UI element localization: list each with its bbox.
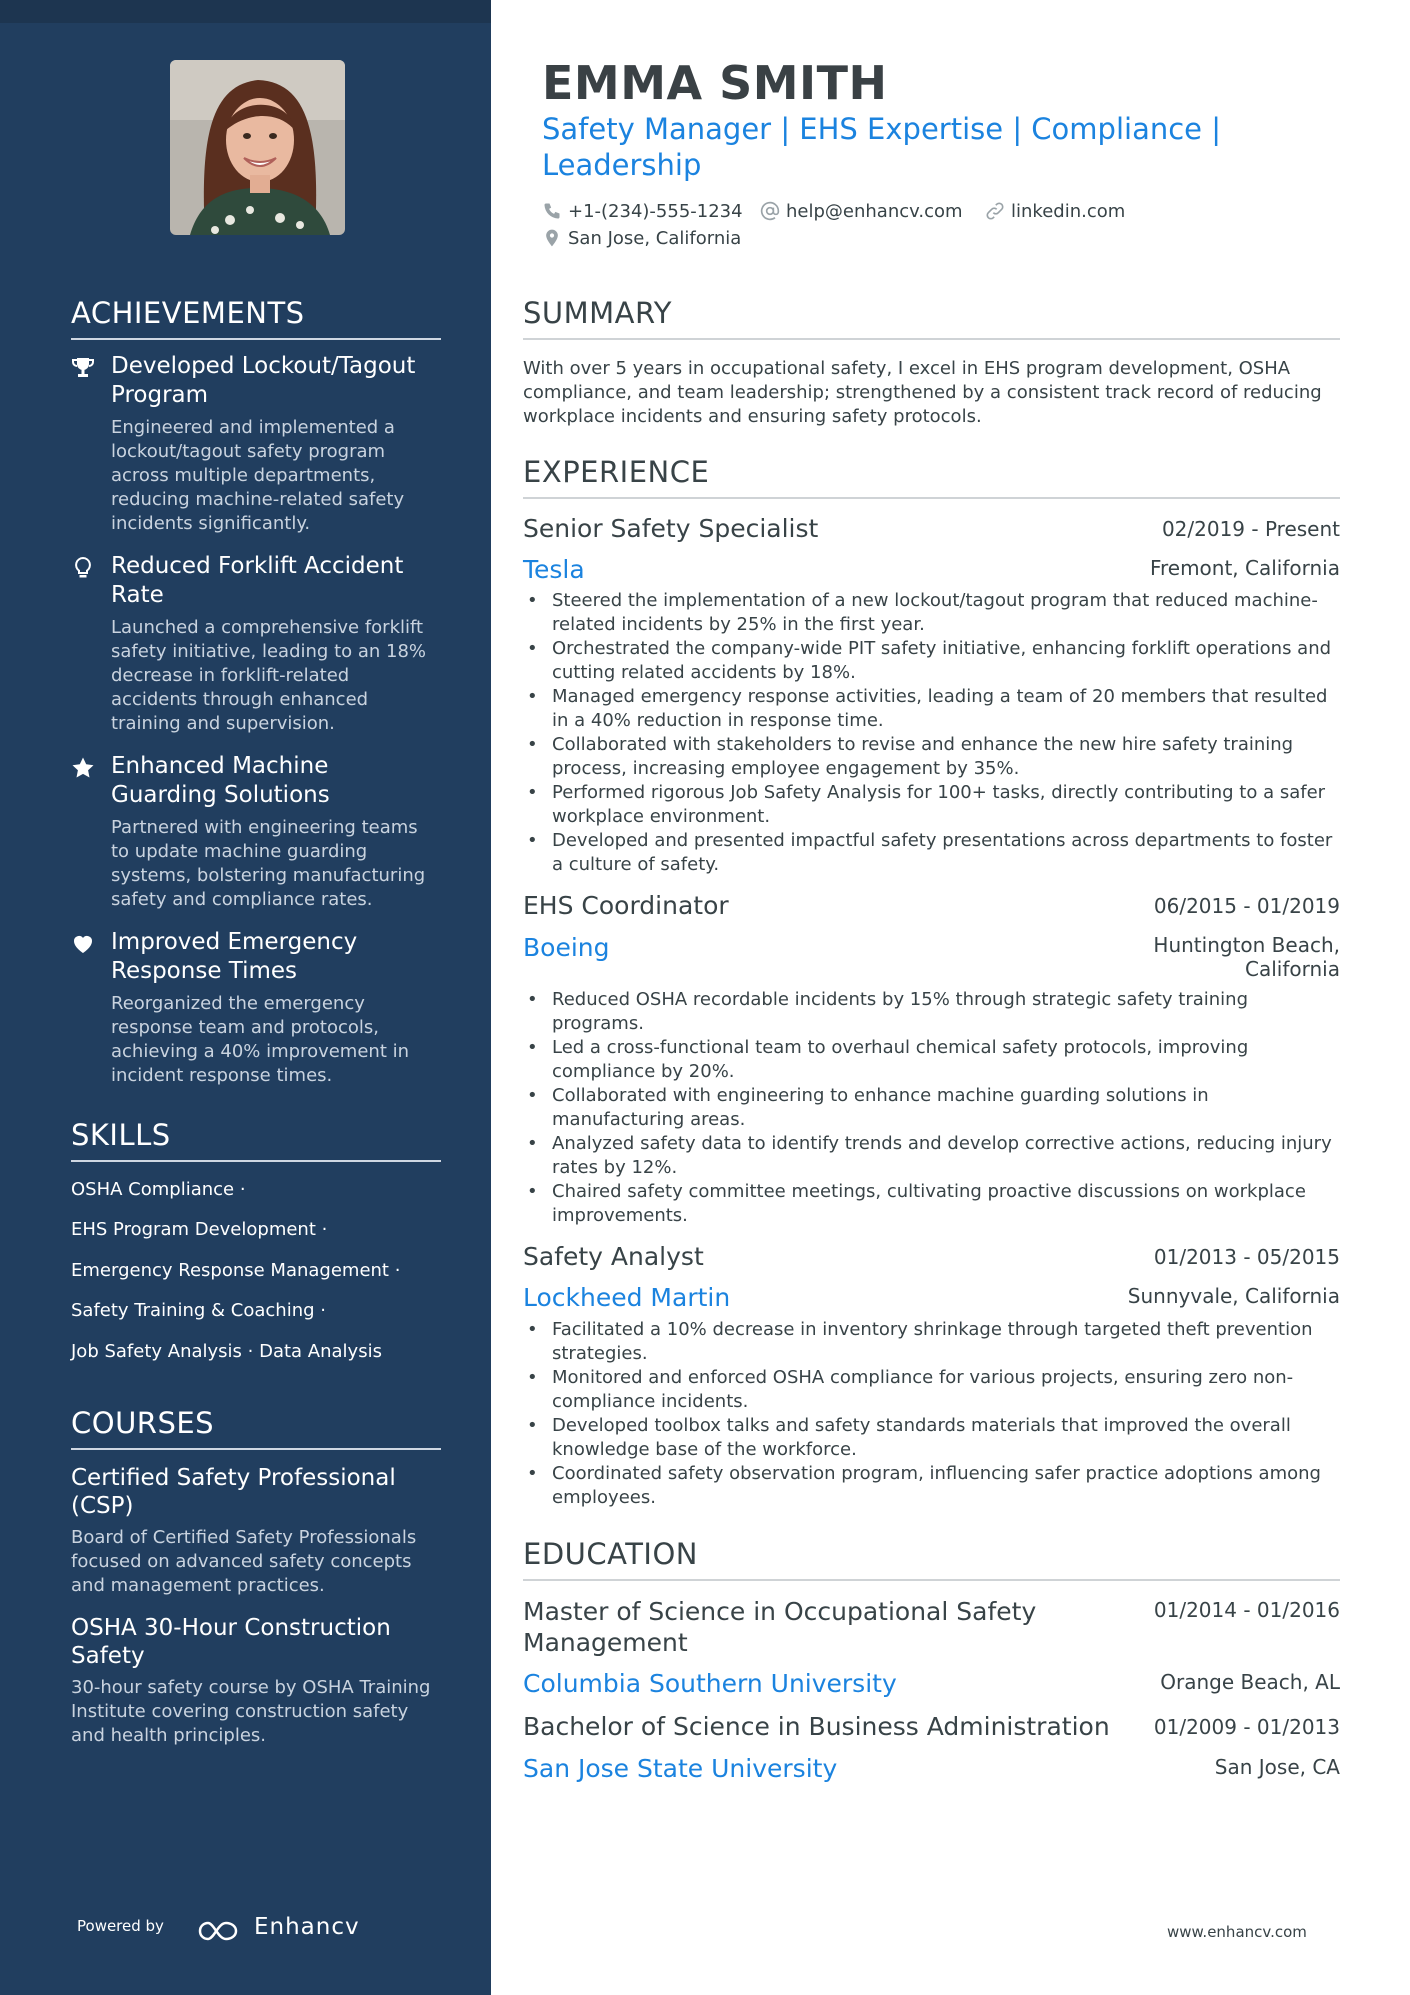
bullet-item: • Coordinated safety observation program, influencing safer practice adoptions among employees. xyxy=(523,1462,1343,1510)
job-company: Lockheed Martin xyxy=(523,1283,731,1312)
achievement-description: Launched a comprehensive forklift safety initiative, leading to an 18% decrease in forklift-related accidents through enhanced training and supervision. xyxy=(111,617,427,734)
bullet-item: • Performed rigorous Job Safety Analysis for 100+ tasks, directly contributing to a safer workplace environment. xyxy=(523,781,1343,829)
phone-text: +1-(234)-555-1234 xyxy=(568,201,743,222)
contact-linkedin[interactable] xyxy=(985,201,1125,222)
achievements-heading: ACHIEVEMENTS xyxy=(71,296,441,340)
achievement-title: Enhanced Machine Guarding Solutions xyxy=(111,753,330,808)
education-degree: Master of Science in Occupational Safety Management xyxy=(523,1597,1037,1657)
skill-line: Job Safety Analysis · Data Analysis xyxy=(71,1341,382,1362)
education-school: Columbia Southern University xyxy=(523,1669,897,1698)
achievement-description: Reorganized the emergency response team and protocols, achieving a 40% improvement in incident response times. xyxy=(111,993,410,1086)
location-text: San Jose, California xyxy=(568,228,742,249)
contact-location xyxy=(542,228,741,249)
powered-by-label: Powered by xyxy=(77,1917,164,1935)
job-company: Tesla xyxy=(523,555,585,584)
bullet-item: • Orchestrated the company-wide PIT safety initiative, enhancing forklift operations and cutting related accidents by 18%. xyxy=(523,637,1343,685)
candidate-name: EMMA SMITH xyxy=(542,56,888,110)
job-location: Sunnyvale, California xyxy=(1127,1284,1340,1308)
skill-line: Safety Training & Coaching · xyxy=(71,1300,326,1321)
candidate-tagline: Safety Manager | EHS Expertise | Compliance | Leadership xyxy=(542,112,1221,182)
contact-email[interactable] xyxy=(760,201,963,222)
education-degree: Bachelor of Science in Business Administration xyxy=(523,1712,1110,1741)
experience-heading: EXPERIENCE xyxy=(523,455,1340,499)
education-school: San Jose State University xyxy=(523,1754,838,1783)
linkedin-text: linkedin.com xyxy=(1011,201,1126,222)
at-icon xyxy=(760,201,780,221)
education-dates: 01/2014 - 01/2016 xyxy=(1153,1598,1340,1622)
summary-text: With over 5 years in occupational safety, I excel in EHS program development, OSHA compliance, and team leadership; strengthened by a consistent track record of reducing workplace incidents and ensuring safety protocols. xyxy=(523,358,1322,427)
course-title: OSHA 30-Hour Construction Safety xyxy=(71,1615,391,1669)
bullet-item: • Managed emergency response activities, leading a team of 20 members that resulted in a 40% reduction in response time. xyxy=(523,685,1343,733)
job-company: Boeing xyxy=(523,933,610,962)
achievement-title: Developed Lockout/Tagout Program xyxy=(111,353,416,408)
bullet-item: • Led a cross-functional team to overhaul chemical safety protocols, improving compliance by 20%. xyxy=(523,1036,1343,1084)
bullet-item: • Facilitated a 10% decrease in inventory shrinkage through targeted theft prevention strategies. xyxy=(523,1318,1343,1366)
achievement-description: Partnered with engineering teams to update machine guarding systems, bolstering manufacturing safety and compliance rates. xyxy=(111,817,426,910)
contact-phone[interactable] xyxy=(542,201,743,222)
job-location: Huntington Beach, California xyxy=(1153,933,1340,981)
education-dates: 01/2009 - 01/2013 xyxy=(1153,1715,1340,1739)
achievement-title: Improved Emergency Response Times xyxy=(111,929,358,984)
enhancv-brand-name: Enhancv xyxy=(254,1914,360,1940)
bullet-item: • Developed toolbox talks and safety standards materials that improved the overall knowledge base of the workforce. xyxy=(523,1414,1343,1462)
job-dates: 02/2019 - Present xyxy=(1161,517,1340,541)
course-title: Certified Safety Professional (CSP) xyxy=(71,1465,396,1519)
course-description: Board of Certified Safety Professionals focused on advanced safety concepts and management practices. xyxy=(71,1527,417,1596)
job-bullets xyxy=(523,988,1343,1228)
skill-line: Emergency Response Management · xyxy=(71,1260,401,1281)
job-dates: 01/2013 - 05/2015 xyxy=(1153,1245,1340,1269)
bullet-item: • Analyzed safety data to identify trends and develop corrective actions, reducing injury rates by 12%. xyxy=(523,1132,1343,1180)
job-title: Senior Safety Specialist xyxy=(523,514,819,543)
skill-line: EHS Program Development · xyxy=(71,1219,328,1240)
bullet-item: • Collaborated with stakeholders to revise and enhance the new hire safety training process, increasing employee engagement by 35%. xyxy=(523,733,1343,781)
location-pin-icon xyxy=(542,228,562,248)
footer-url[interactable]: www.enhancv.com xyxy=(1167,1923,1307,1941)
summary-heading: SUMMARY xyxy=(523,296,1340,340)
education-location: Orange Beach, AL xyxy=(1160,1670,1340,1694)
skill-line: OSHA Compliance · xyxy=(71,1179,246,1200)
email-text: help@enhancv.com xyxy=(786,201,963,222)
job-title: EHS Coordinator xyxy=(523,891,729,920)
education-heading: EDUCATION xyxy=(523,1537,1340,1581)
bullet-item: • Reduced OSHA recordable incidents by 15% through strategic safety training programs. xyxy=(523,988,1343,1036)
job-title: Safety Analyst xyxy=(523,1242,704,1271)
skills-heading: SKILLS xyxy=(71,1118,441,1162)
course-description: 30-hour safety course by OSHA Training Institute covering construction safety and health principles. xyxy=(71,1677,431,1746)
achievement-description: Engineered and implemented a lockout/tagout safety program across multiple departments, reducing machine-related safety incidents significantly. xyxy=(111,417,405,534)
bullet-item: • Developed and presented impactful safety presentations across departments to foster a culture of safety. xyxy=(523,829,1343,877)
achievement-title: Reduced Forklift Accident Rate xyxy=(111,553,404,608)
education-location: San Jose, CA xyxy=(1214,1755,1340,1779)
job-location: Fremont, California xyxy=(1149,556,1340,580)
bullet-item: • Monitored and enforced OSHA compliance for various projects, ensuring zero non-compliance incidents. xyxy=(523,1366,1343,1414)
link-icon xyxy=(985,201,1005,221)
bullet-item: • Collaborated with engineering to enhance machine guarding solutions in manufacturing areas. xyxy=(523,1084,1343,1132)
bullet-item: • Chaired safety committee meetings, cultivating proactive discussions on workplace improvements. xyxy=(523,1180,1343,1228)
courses-heading: COURSES xyxy=(71,1406,441,1450)
phone-icon xyxy=(542,201,562,221)
job-dates: 06/2015 - 01/2019 xyxy=(1153,894,1340,918)
job-bullets xyxy=(523,589,1343,877)
job-bullets xyxy=(523,1318,1343,1510)
bullet-item: • Steered the implementation of a new lockout/tagout program that reduced machine-related incidents by 25% in the first year. xyxy=(523,589,1343,637)
